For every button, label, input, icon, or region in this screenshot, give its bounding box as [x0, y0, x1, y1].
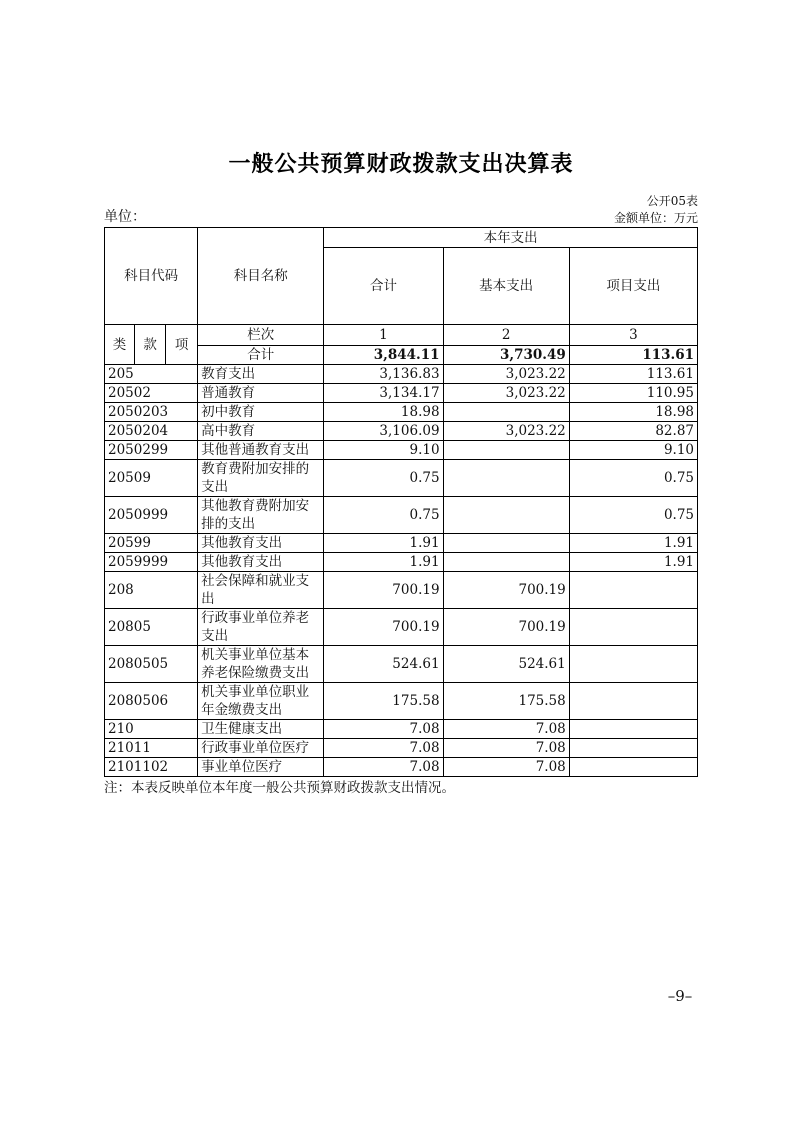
table-row	[105, 460, 698, 497]
total-value-cell: 3,136.83	[324, 365, 443, 384]
table-row	[105, 365, 698, 384]
basic-expenditure-cell	[443, 460, 569, 497]
project-expenditure-cell: 9.10	[569, 441, 697, 460]
project-expenditure-cell: 82.87	[569, 422, 697, 441]
subject-code-cell: 205	[105, 365, 198, 384]
basic-expenditure-cell: 7.08	[443, 739, 569, 758]
header-class: 类	[105, 325, 135, 365]
subject-name-cell: 教育支出	[198, 365, 324, 384]
basic-expenditure-cell: 7.08	[443, 720, 569, 739]
project-expenditure-cell	[569, 683, 697, 720]
project-expenditure-cell	[569, 758, 697, 777]
grand-total-total: 3,844.11	[324, 346, 443, 365]
page-number: –9–	[667, 987, 693, 1005]
subject-code-cell: 20599	[105, 534, 198, 553]
subject-code-cell: 210	[105, 720, 198, 739]
subject-name-cell: 行政事业单位医疗	[198, 739, 324, 758]
subject-name-cell: 行政事业单位养老支出	[198, 609, 324, 646]
total-value-cell: 175.58	[324, 683, 443, 720]
total-value-cell: 9.10	[324, 441, 443, 460]
column-index-2: 2	[443, 325, 569, 346]
table-header	[105, 228, 698, 365]
subject-code-cell: 2059999	[105, 553, 198, 572]
total-value-cell: 1.91	[324, 534, 443, 553]
total-value-cell: 1.91	[324, 553, 443, 572]
basic-expenditure-cell	[443, 497, 569, 534]
basic-expenditure-cell: 7.08	[443, 758, 569, 777]
subject-code-cell: 20502	[105, 384, 198, 403]
project-expenditure-cell: 18.98	[569, 403, 697, 422]
table-row	[105, 572, 698, 609]
total-value-cell: 7.08	[324, 720, 443, 739]
subject-name-cell: 其他普通教育支出	[198, 441, 324, 460]
table-row	[105, 497, 698, 534]
subject-code-cell: 208	[105, 572, 198, 609]
total-value-cell: 7.08	[324, 758, 443, 777]
grand-total-label: 合计	[198, 346, 324, 365]
subject-name-cell: 普通教育	[198, 384, 324, 403]
header-section: 款	[135, 325, 166, 365]
basic-expenditure-cell: 524.61	[443, 646, 569, 683]
column-index-1: 1	[324, 325, 443, 346]
basic-expenditure-cell	[443, 441, 569, 460]
subject-code-cell: 2050203	[105, 403, 198, 422]
table-row	[105, 739, 698, 758]
meta-row	[104, 209, 698, 225]
subject-code-cell: 2080505	[105, 646, 198, 683]
total-value-cell: 3,106.09	[324, 422, 443, 441]
header-subject-name: 科目名称	[198, 228, 324, 325]
table-row	[105, 720, 698, 739]
grand-total-project: 113.61	[569, 346, 697, 365]
column-index-3: 3	[569, 325, 697, 346]
basic-expenditure-cell: 3,023.22	[443, 365, 569, 384]
header-subject-code: 科目代码	[105, 228, 198, 325]
subject-name-cell: 机关事业单位职业年金缴费支出	[198, 683, 324, 720]
total-value-cell: 524.61	[324, 646, 443, 683]
expenditure-table	[104, 227, 698, 777]
basic-expenditure-cell: 700.19	[443, 609, 569, 646]
header-item: 项	[166, 325, 198, 365]
project-expenditure-cell	[569, 572, 697, 609]
table-row	[105, 534, 698, 553]
project-expenditure-cell	[569, 609, 697, 646]
table-row	[105, 553, 698, 572]
header-project-expenditure: 项目支出	[569, 248, 697, 325]
subject-name-cell: 其他教育支出	[198, 534, 324, 553]
basic-expenditure-cell: 3,023.22	[443, 422, 569, 441]
subject-code-cell: 2080506	[105, 683, 198, 720]
table-note: 注：本表反映单位本年度一般公共预算财政拨款支出情况。	[104, 780, 455, 796]
table-row	[105, 384, 698, 403]
total-value-cell: 700.19	[324, 609, 443, 646]
subject-code-cell: 2101102	[105, 758, 198, 777]
subject-code-cell: 20805	[105, 609, 198, 646]
subject-name-cell: 事业单位医疗	[198, 758, 324, 777]
total-value-cell: 700.19	[324, 572, 443, 609]
table-row	[105, 758, 698, 777]
unit-label: 单位：	[104, 209, 146, 225]
subject-name-cell: 高中教育	[198, 422, 324, 441]
table-row	[105, 646, 698, 683]
form-code: 公开05表	[646, 194, 698, 208]
basic-expenditure-cell	[443, 403, 569, 422]
grand-total-basic: 3,730.49	[443, 346, 569, 365]
subject-name-cell: 其他教育费附加安排的支出	[198, 497, 324, 534]
subject-code-cell: 21011	[105, 739, 198, 758]
table-row	[105, 422, 698, 441]
table-row	[105, 609, 698, 646]
table-row	[105, 441, 698, 460]
subject-code-cell: 2050999	[105, 497, 198, 534]
table-row	[105, 683, 698, 720]
project-expenditure-cell: 0.75	[569, 497, 697, 534]
total-value-cell: 0.75	[324, 497, 443, 534]
basic-expenditure-cell: 700.19	[443, 572, 569, 609]
table-row	[105, 403, 698, 422]
header-basic-expenditure: 基本支出	[443, 248, 569, 325]
total-value-cell: 0.75	[324, 460, 443, 497]
subject-name-cell: 机关事业单位基本养老保险缴费支出	[198, 646, 324, 683]
subject-name-cell: 初中教育	[198, 403, 324, 422]
project-expenditure-cell: 110.95	[569, 384, 697, 403]
project-expenditure-cell	[569, 720, 697, 739]
project-expenditure-cell: 113.61	[569, 365, 697, 384]
header-current-year-expenditure: 本年支出	[324, 228, 698, 248]
subject-name-cell: 卫生健康支出	[198, 720, 324, 739]
subject-code-cell: 20509	[105, 460, 198, 497]
project-expenditure-cell: 1.91	[569, 553, 697, 572]
subject-name-cell: 教育费附加安排的支出	[198, 460, 324, 497]
project-expenditure-cell	[569, 646, 697, 683]
page-title: 一般公共预算财政拨款支出决算表	[228, 152, 574, 177]
table-body	[105, 365, 698, 777]
amount-unit-label: 金额单位：万元	[613, 211, 698, 225]
document-page	[104, 0, 698, 797]
basic-expenditure-cell	[443, 553, 569, 572]
total-value-cell: 3,134.17	[324, 384, 443, 403]
header-column-index-label: 栏次	[198, 325, 324, 346]
basic-expenditure-cell: 3,023.22	[443, 384, 569, 403]
project-expenditure-cell	[569, 739, 697, 758]
total-value-cell: 7.08	[324, 739, 443, 758]
subject-name-cell: 社会保障和就业支出	[198, 572, 324, 609]
subject-code-cell: 2050204	[105, 422, 198, 441]
total-value-cell: 18.98	[324, 403, 443, 422]
project-expenditure-cell: 0.75	[569, 460, 697, 497]
basic-expenditure-cell: 175.58	[443, 683, 569, 720]
subject-code-cell: 2050299	[105, 441, 198, 460]
basic-expenditure-cell	[443, 534, 569, 553]
header-total: 合计	[324, 248, 443, 325]
subject-name-cell: 其他教育支出	[198, 553, 324, 572]
project-expenditure-cell: 1.91	[569, 534, 697, 553]
